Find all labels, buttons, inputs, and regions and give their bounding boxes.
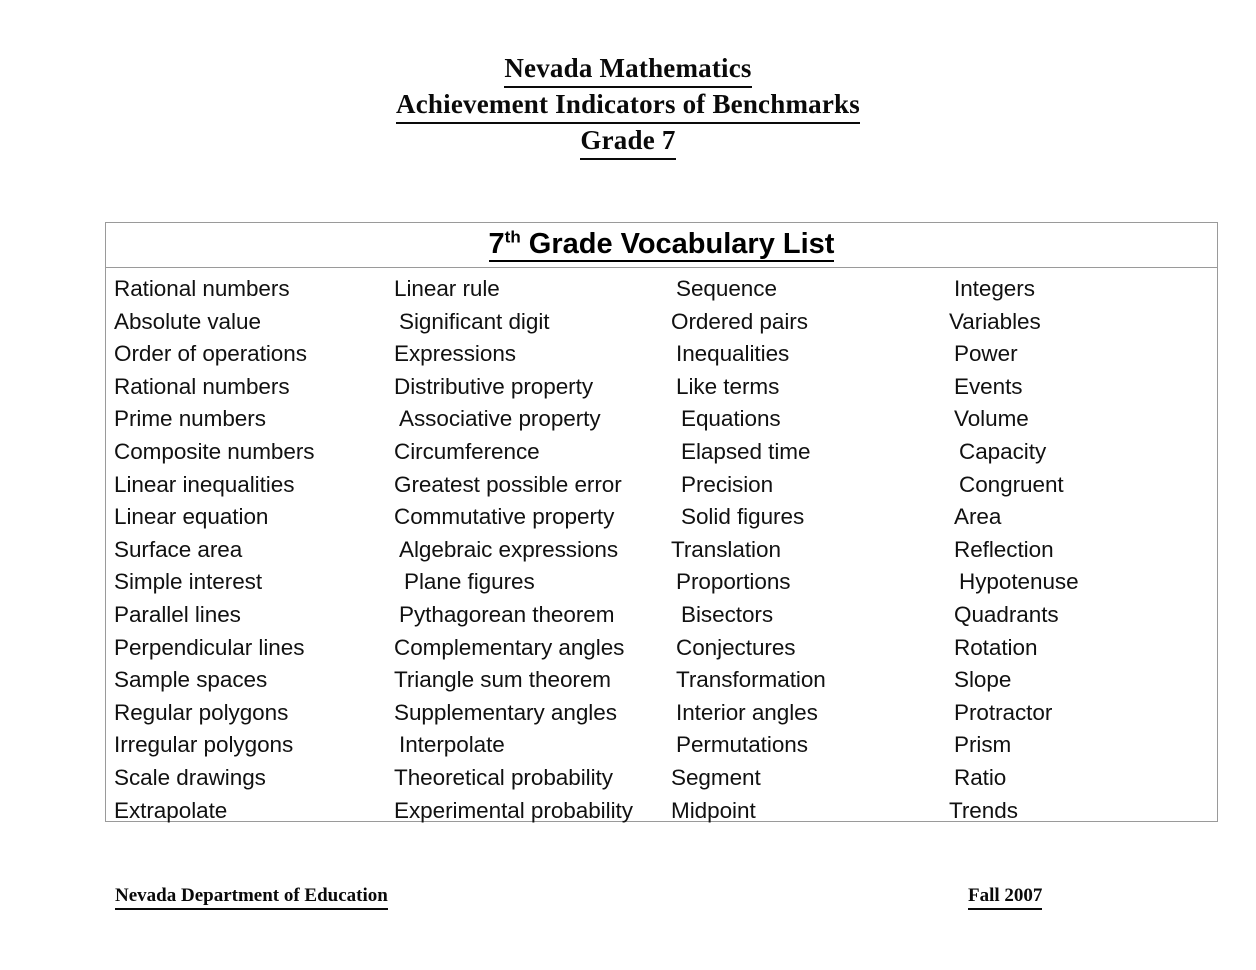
- list-item: Order of operations: [114, 341, 307, 367]
- footer-date: Fall 2007: [968, 884, 1042, 910]
- list-item: Protractor: [954, 699, 1053, 725]
- list-item: Hypotenuse: [959, 569, 1079, 595]
- list-item: Reflection: [954, 536, 1054, 562]
- footer-organization: Nevada Department of Education: [115, 884, 388, 910]
- list-item: Absolute value: [114, 308, 261, 334]
- list-item: Rational numbers: [114, 373, 290, 399]
- list-item: Algebraic expressions: [399, 536, 619, 562]
- list-item: Composite numbers: [114, 438, 315, 464]
- list-item: Complementary angles: [394, 634, 625, 660]
- title-grade-number: 7: [488, 228, 505, 260]
- list-item: Precision: [681, 471, 774, 497]
- list-item: Interior angles: [676, 699, 818, 725]
- list-item: Midpoint: [671, 797, 756, 823]
- vocabulary-table-title-row: [106, 223, 1217, 268]
- vocabulary-column-2: [386, 273, 663, 827]
- list-item: Bisectors: [681, 601, 774, 627]
- vocabulary-table-body: [106, 268, 1217, 827]
- document-footer: [0, 884, 1256, 918]
- list-item: Slope: [954, 667, 1012, 693]
- document-header: [0, 0, 1256, 160]
- list-item: Pythagorean theorem: [399, 601, 615, 627]
- vocabulary-column-4: [941, 273, 1217, 827]
- list-item: Conjectures: [676, 634, 796, 660]
- list-item: Circumference: [394, 438, 540, 464]
- list-item: Prime numbers: [114, 406, 266, 432]
- header-line-3: [0, 124, 1256, 160]
- list-item: Variables: [949, 308, 1041, 334]
- list-item: Segment: [671, 764, 761, 790]
- list-item: Ratio: [954, 764, 1007, 790]
- list-item: Experimental probability: [394, 797, 633, 823]
- list-item: Like terms: [676, 373, 780, 399]
- title-remainder: Grade Vocabulary List: [520, 228, 835, 260]
- list-item: Supplementary angles: [394, 699, 617, 725]
- list-item: Surface area: [114, 536, 243, 562]
- list-item: Rational numbers: [114, 276, 290, 301]
- header-line-2-text: Achievement Indicators of Benchmarks: [396, 88, 860, 124]
- list-item: Commutative property: [394, 504, 615, 530]
- vocabulary-table-title: [489, 228, 835, 262]
- list-item: Significant digit: [399, 308, 550, 334]
- list-item: Linear rule: [394, 276, 500, 301]
- list-item: Ordered pairs: [671, 308, 808, 334]
- vocabulary-table: [105, 222, 1218, 822]
- list-item: Elapsed time: [681, 438, 811, 464]
- list-item: Permutations: [676, 732, 808, 758]
- list-item: Distributive property: [394, 373, 594, 399]
- list-item: Greatest possible error: [394, 471, 622, 497]
- list-item: Transformation: [676, 667, 826, 693]
- list-item: Plane figures: [404, 569, 535, 595]
- list-item: Quadrants: [954, 601, 1059, 627]
- list-item: Events: [954, 373, 1023, 399]
- list-item: Irregular polygons: [114, 732, 294, 758]
- list-item: Triangle sum theorem: [394, 667, 612, 693]
- vocabulary-column-3: [663, 273, 941, 827]
- header-line-1: [0, 52, 1256, 88]
- list-item: Sequence: [676, 276, 777, 301]
- list-item: Inequalities: [676, 341, 790, 367]
- list-item: Power: [954, 341, 1018, 367]
- list-item: Proportions: [676, 569, 791, 595]
- list-item: Translation: [671, 536, 781, 562]
- list-item: Associative property: [399, 406, 601, 432]
- list-item: Solid figures: [681, 504, 805, 530]
- list-item: Extrapolate: [114, 797, 228, 823]
- list-item: Rotation: [954, 634, 1038, 660]
- title-ordinal-suffix: th: [504, 227, 521, 247]
- list-item: Sample spaces: [114, 667, 268, 693]
- list-item: Expressions: [394, 341, 517, 367]
- list-item: Parallel lines: [114, 601, 241, 627]
- list-item: Capacity: [959, 438, 1047, 464]
- list-item: Prism: [954, 732, 1012, 758]
- list-item: Theoretical probability: [394, 764, 613, 790]
- list-item: Trends: [949, 797, 1018, 823]
- header-line-1-text: Nevada Mathematics: [504, 52, 751, 88]
- list-item: Linear inequalities: [114, 471, 295, 497]
- vocabulary-column-1: [106, 273, 386, 827]
- header-line-3-text: Grade 7: [580, 124, 675, 160]
- list-item: Area: [954, 504, 1002, 530]
- list-item: Integers: [954, 276, 1035, 301]
- list-item: Congruent: [959, 471, 1064, 497]
- list-item: Regular polygons: [114, 699, 289, 725]
- list-item: Perpendicular lines: [114, 634, 305, 660]
- list-item: Scale drawings: [114, 764, 266, 790]
- list-item: Simple interest: [114, 569, 263, 595]
- list-item: Linear equation: [114, 504, 269, 530]
- list-item: Equations: [681, 406, 781, 432]
- list-item: Volume: [954, 406, 1029, 432]
- list-item: Interpolate: [399, 732, 505, 758]
- header-line-2: [0, 88, 1256, 124]
